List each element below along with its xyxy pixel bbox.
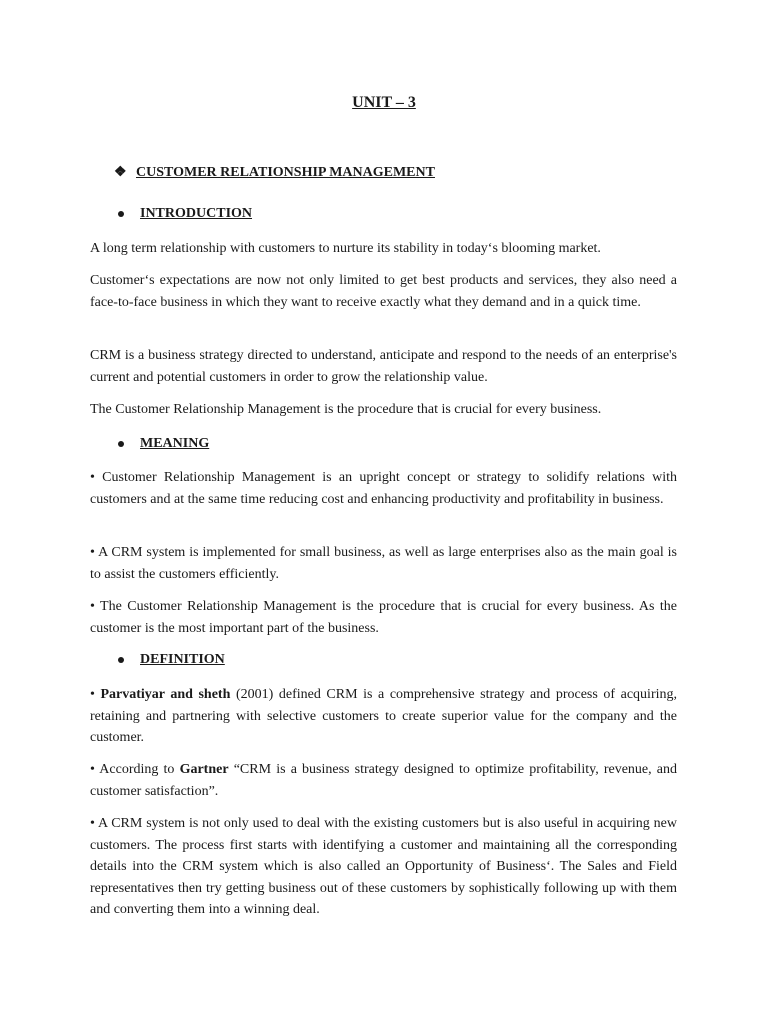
bullet-icon (118, 657, 124, 663)
definition-p1-author: Parvatiyar and sheth (100, 687, 231, 702)
intro-paragraph-1: A long term relationship with customers to nurture its stability in today‘s blooming market. (90, 241, 601, 256)
meaning-heading-text: MEANING (140, 436, 210, 451)
diamond-bullet-icon: ❖ (114, 165, 127, 180)
main-heading-text: CUSTOMER RELATIONSHIP MANAGEMENT (136, 164, 435, 180)
introduction-heading (114, 206, 252, 222)
intro-paragraph-4: The Customer Relationship Management is the procedure that is crucial for every business. (90, 402, 602, 417)
intro-paragraph-3: CRM is a business strategy directed to understand, anticipate and respond to the needs of an enterprise's current and potential customers in order to grow the relationship value. (90, 348, 677, 385)
definition-p2-text: “CRM is a business strategy designed to optimize profitability, revenue, and customer satisfaction”. (90, 762, 678, 799)
introduction-heading-text: INTRODUCTION (140, 206, 253, 221)
bullet-icon (118, 441, 124, 447)
bullet-icon (118, 211, 124, 217)
meaning-paragraph-3: • The Customer Relationship Management is the procedure that is crucial for every business. As the customer is the most important part of the business. (90, 599, 677, 636)
main-heading (114, 164, 435, 181)
definition-heading-text: DEFINITION (140, 652, 225, 667)
definition-paragraph-2 (90, 759, 677, 802)
definition-paragraph-3: • A CRM system is not only used to deal with the existing customers but is also useful in acquiring new customers. The process first starts with identifying a customer and maintaining all the corresponding details into the CRM system which is also called an Opportunity of Business‘. The Sales and Field representatives then try getting business out of these customers by sophistically following up with them and converting them into a winning deal. (90, 816, 677, 917)
intro-paragraph-2: Customer‘s expectations are now not only limited to get best products and services, they also need a face-to-face business in which they want to receive exactly what they demand and in a quick time. (90, 273, 677, 310)
definition-p1-text: (2001) defined CRM is a comprehensive strategy and process of acquiring, retaining and partnering with selective customers to create superior value for the company and the customer. (90, 687, 677, 745)
definition-heading (114, 652, 225, 668)
meaning-paragraph-2: • A CRM system is implemented for small business, as well as large enterprises also as the main goal is to assist the customers efficiently. (90, 545, 677, 582)
unit-title: UNIT – 3 (352, 94, 416, 111)
definition-p2-source: Gartner (179, 762, 229, 777)
meaning-heading (114, 436, 209, 452)
definition-p1-prefix: • (90, 687, 101, 702)
definition-paragraph-1 (90, 684, 677, 749)
definition-p2-prefix: • According to (90, 762, 180, 777)
meaning-paragraph-1: • Customer Relationship Management is an upright concept or strategy to solidify relations with customers and at the same time reducing cost and enhancing productivity and profitability in business. (90, 470, 677, 507)
